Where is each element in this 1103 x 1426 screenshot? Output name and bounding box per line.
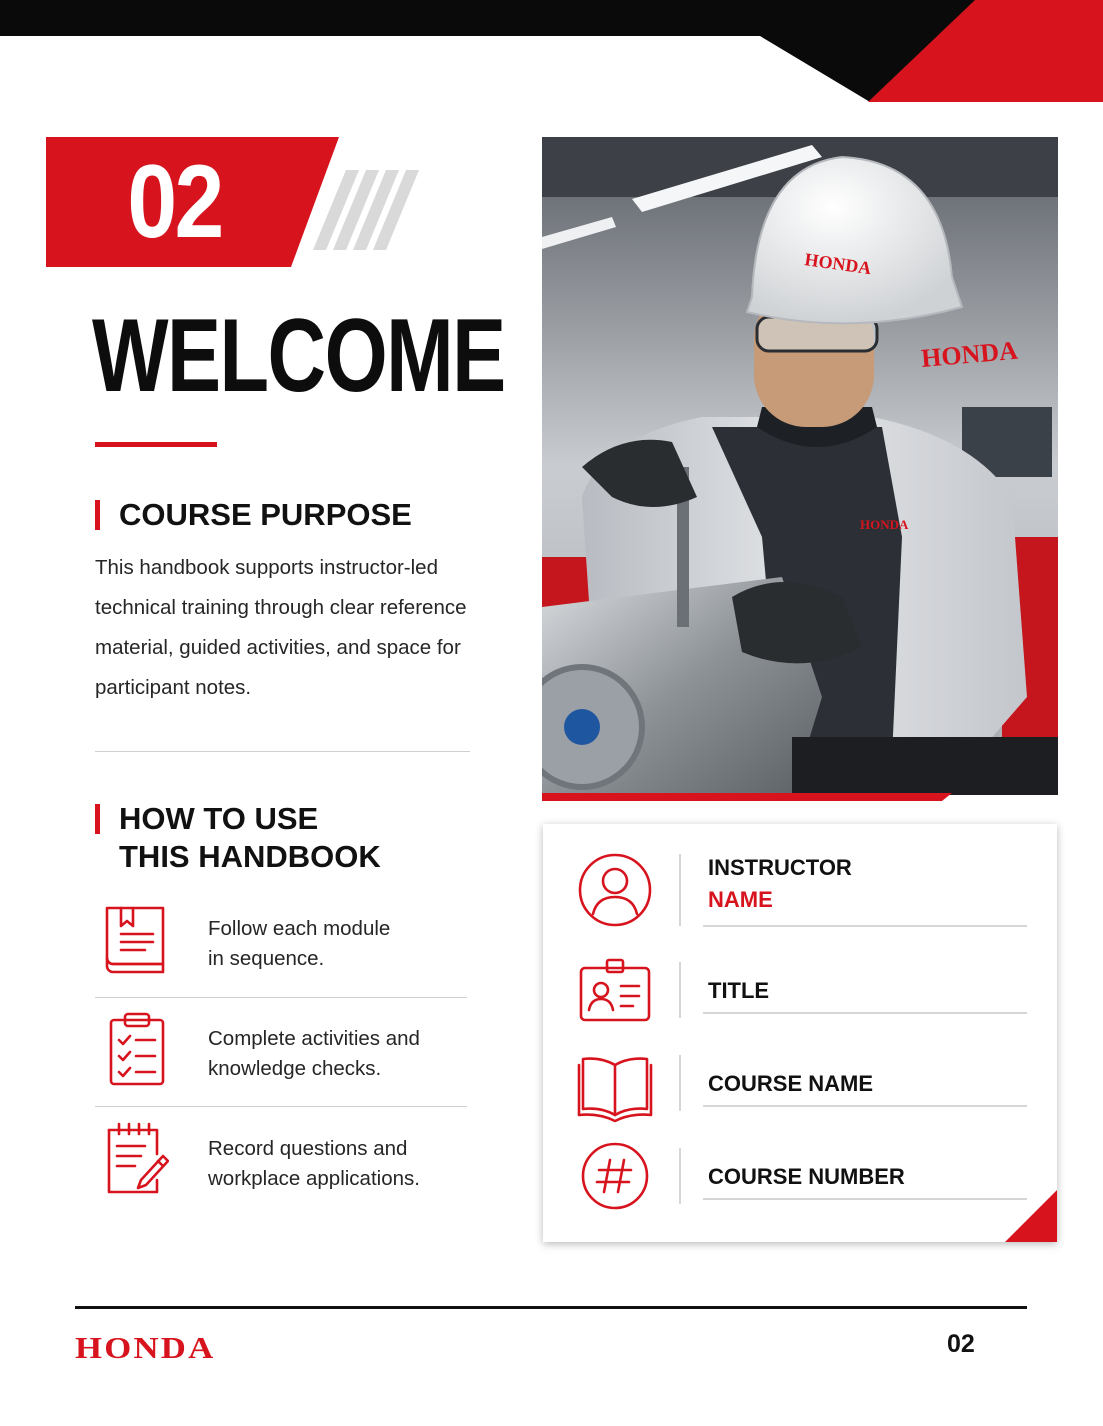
course-purpose-heading-text: COURSE PURPOSE <box>119 497 412 532</box>
course-number-row[interactable] <box>543 1142 1057 1232</box>
row-separator <box>679 854 681 926</box>
honda-logo: HONDA <box>75 1330 216 1365</box>
list-item-line: knowledge checks. <box>208 1057 382 1080</box>
fill-in-line <box>703 1105 1027 1107</box>
fill-in-line <box>703 925 1027 927</box>
list-item-line: workplace applications. <box>208 1167 420 1190</box>
list-item <box>95 1120 467 1220</box>
course-name-row[interactable] <box>543 1049 1057 1139</box>
technician-photo <box>542 137 1058 795</box>
row-separator <box>679 962 681 1018</box>
list-item-text <box>208 914 458 974</box>
list-item-line: in sequence. <box>208 947 325 970</box>
open-book-icon <box>577 1049 653 1125</box>
list-item <box>95 900 467 1000</box>
purpose-line: participant notes. <box>95 676 252 699</box>
page-number: 02 <box>947 1330 975 1358</box>
row-separator <box>679 1055 681 1111</box>
list-item <box>95 1010 467 1110</box>
photo-red-underline <box>542 793 952 801</box>
section-number: 02 <box>127 144 222 260</box>
instructor-name-accent: NAME <box>708 887 773 912</box>
purpose-line: This handbook supports instructor-led <box>95 556 438 579</box>
list-divider <box>95 997 467 998</box>
top-decorative-band <box>0 0 1103 102</box>
page-title: WELCOME <box>92 298 505 414</box>
card-corner-accent <box>1005 1190 1057 1242</box>
user-circle-icon <box>577 852 653 928</box>
how-to-use-heading <box>95 800 435 876</box>
purpose-line: technical training through clear reference <box>95 596 467 619</box>
notepad-pencil-icon <box>101 1120 169 1196</box>
fill-in-line <box>703 1012 1027 1014</box>
instructor-label <box>708 852 852 916</box>
title-row[interactable] <box>543 956 1057 1046</box>
course-info-card <box>543 824 1057 1242</box>
course-number-label: COURSE NUMBER <box>708 1164 905 1189</box>
footer-rule <box>75 1306 1027 1309</box>
list-divider <box>95 1106 467 1107</box>
course-purpose-text <box>95 548 475 708</box>
list-item-text <box>208 1134 458 1194</box>
hashtag-circle-icon <box>577 1138 653 1214</box>
how-to-use-heading-line1: HOW TO USE <box>119 801 319 836</box>
list-item-line: Record questions and <box>208 1137 408 1160</box>
book-bookmark-icon <box>101 900 169 976</box>
row-separator <box>679 1148 681 1204</box>
section-divider <box>95 751 470 752</box>
how-to-use-heading-line2: THIS HANDBOOK <box>119 839 381 874</box>
heading-accent-bar <box>95 500 100 530</box>
course-purpose-heading <box>95 496 412 534</box>
id-badge-icon <box>577 956 653 1032</box>
instructor-label-text: INSTRUCTOR <box>708 855 852 880</box>
helmet-brand-text: HONDA <box>803 249 873 279</box>
instructor-row[interactable] <box>543 846 1057 936</box>
fill-in-line <box>703 1198 1027 1200</box>
list-item-text <box>208 1024 458 1084</box>
list-item-line: Complete activities and <box>208 1027 420 1050</box>
jacket-brand-text: HONDA <box>860 517 909 532</box>
purpose-line: material, guided activities, and space for <box>95 636 461 659</box>
list-item-line: Follow each module <box>208 917 391 940</box>
title-underline <box>95 442 217 447</box>
clipboard-checklist-icon <box>101 1010 169 1086</box>
course-name-label: COURSE NAME <box>708 1071 874 1096</box>
title-label: TITLE <box>708 978 770 1003</box>
wall-brand-text: HONDA <box>919 335 1019 373</box>
heading-accent-bar <box>95 804 100 834</box>
